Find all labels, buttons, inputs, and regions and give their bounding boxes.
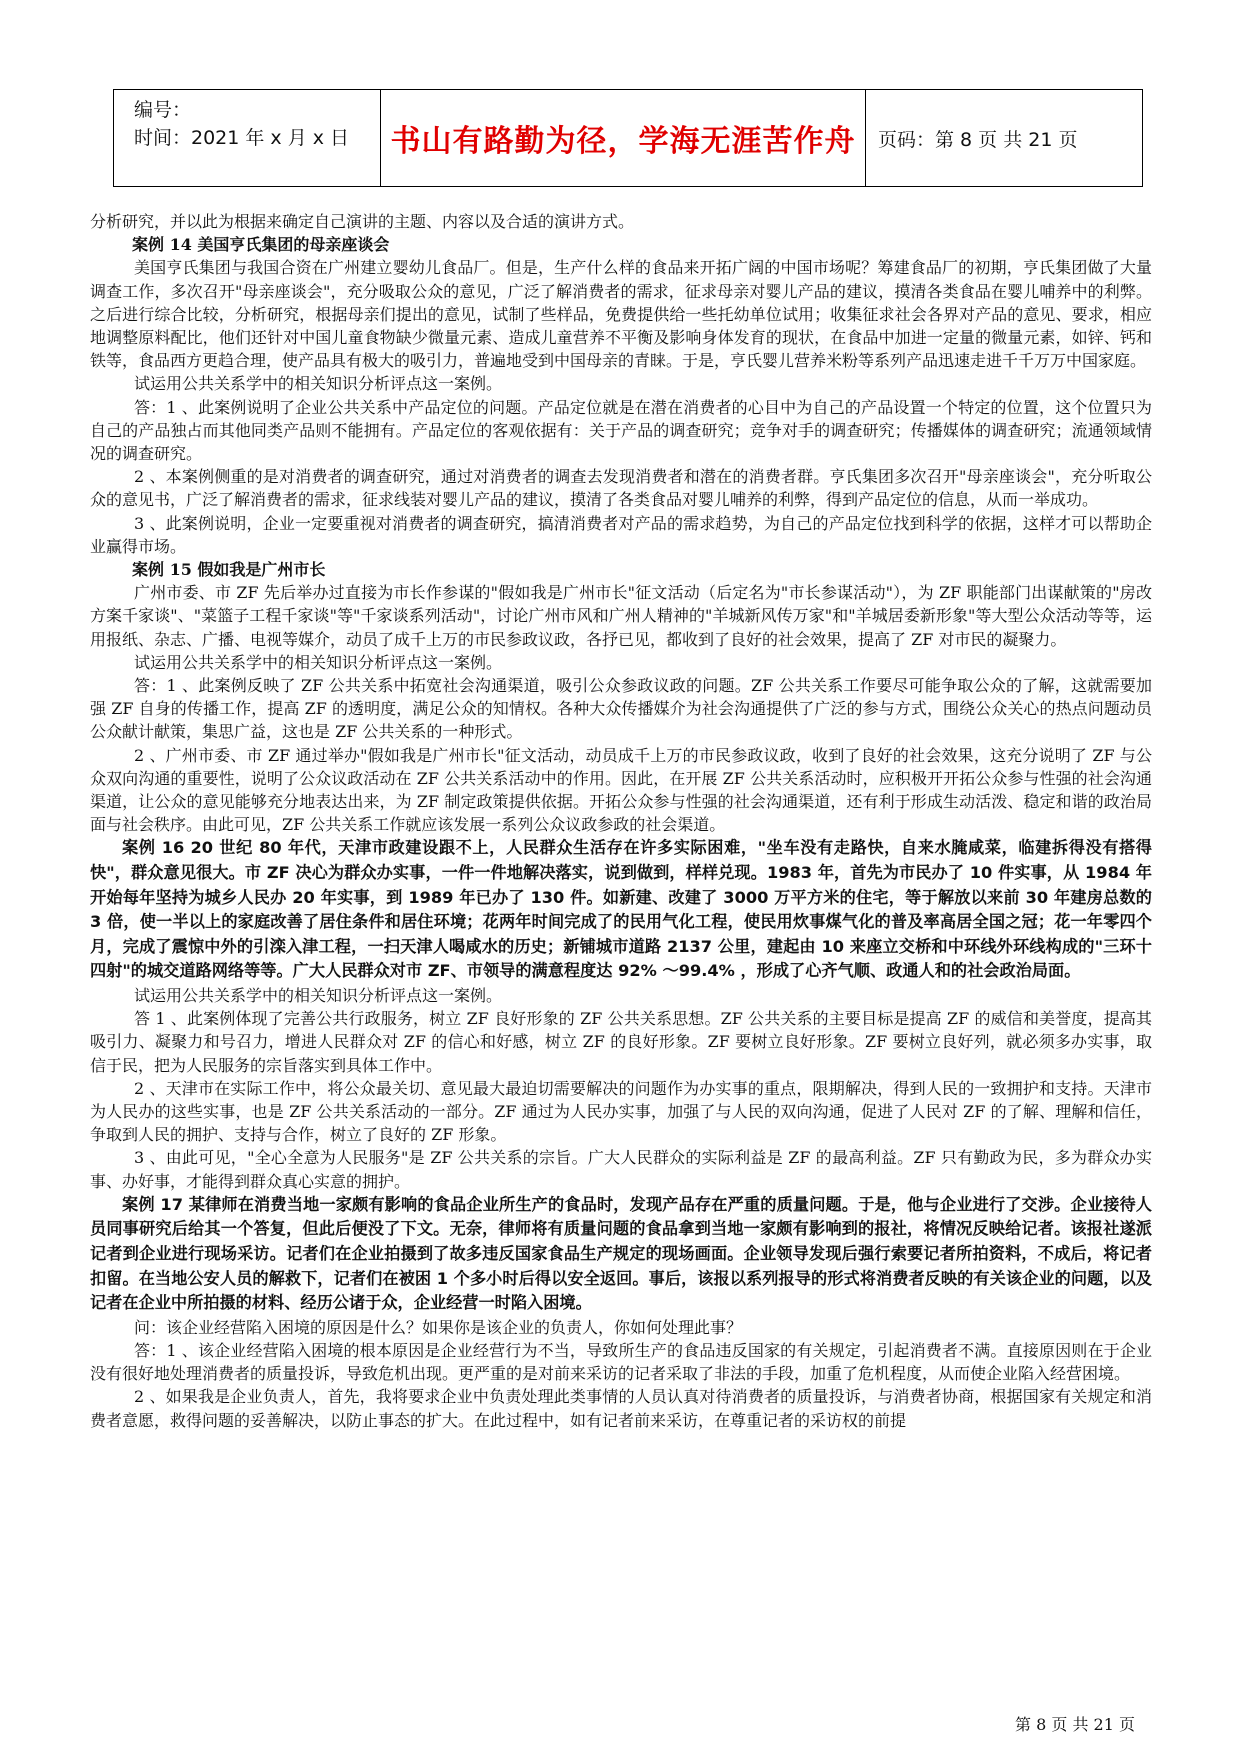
- case-14-text: 美国亨氏集团与我国合资在广州建立婴幼儿食品厂。但是，生产什么样的食品来开拓广阔的中国市场呢？筹建食品厂的初期，亨氏集团做了大量调查工作，多次召开"母亲座谈会"，充分吸取公众的意见，广泛了解消费者的需求，征求母亲对婴儿产品的建议，摸清各类食品在婴儿哺养中的利弊。之后进行综合比较，分析研究，根据母亲们提出的意见，试制了些样品，免费提供给一些托幼单位试用；收集征求社会各界对产品的意见、要求，相应地调整原料配比，他们还针对中国儿童食物缺少微量元素、造成儿童营养不平衡及影响身体发育的现状，在食品中加进一定量的微量元素，如锌、钙和铁等，食品西方更趋合理，使产品具有极大的吸引力，普遍地受到中国母亲的青睐。于是，亨氏婴儿营养米粉等系列产品迅速走进千千万万中国家庭。: [90, 258, 1152, 371]
- case-15-answer-2: 2 、广州市委、市 ZF 通过举办"假如我是广州市长"征文活动，动员成千上万的市民参政议政，收到了良好的社会效果，这充分说明了 ZF 与公众双向沟通的重要性，说明了公众议政活动在 ZF 公共关系活动中的作用。因此，在开展 ZF 公共关系活动时，应积极开开拓公众参与性强的社会沟通渠道，让公众的意见能够充分地表达出来，为 ZF 制定政策提供依据。开拓公众参与性强的社会沟通渠道，还有利于形成生动活泼、稳定和谐的政治局面与社会秩序。由此可见，ZF 公共关系工作就应该发展一系列公众议政参政的社会渠道。: [90, 745, 1152, 835]
- case-15-question: 试运用公共关系学中的相关知识分析评点这一案例。: [134, 652, 503, 672]
- paragraph: 分析研究，并以此为根据来确定自己演讲的主题、内容以及合适的演讲方式。: [90, 212, 635, 231]
- document-time-label: 时间：2021 年 x 月 x 日: [134, 127, 350, 149]
- header-page-number: 页码：第 8 页 共 21 页: [878, 128, 1078, 151]
- case-14-answer-1: 答：1 、此案例说明了企业公共关系中产品定位的问题。产品定位就是在潜在消费者的心目中为自己的产品设置一个特定的位置，这个位置只为自己的产品独占而其他同类产品则不能拥有。产品定位的客观依据有：关于产品的调查研究；竞争对手的调查研究；传播媒体的调查研究；流通领域情况的调查研究。: [90, 397, 1152, 464]
- document-body: [90, 210, 1152, 1432]
- case-15-text: 广州市委、市 ZF 先后举办过直接为市长作参谋的"假如我是广州市长"征文活动（后定名为"市长参谋活动"），为 ZF 职能部门出谋献策的"房改方案千家谈"、"菜篮子工程千家谈"等"千家谈系列活动"，讨论广州市风和广州人精神的"羊城新风传万家"和"羊城居委新形象"等大型公众活动等等，运用报纸、杂志、广播、电视等媒介，动员了成千上万的市民参政议政，各抒已见，都收到了良好的社会效果，提高了 ZF 对市民的凝聚力。: [90, 583, 1152, 649]
- case-14-title: 案例 14 美国亨氏集团的母亲座谈会: [132, 235, 390, 255]
- case-17-text: 案例 17 某律师在消费当地一家颇有影响的食品企业所生产的食品时，发现产品存在严重的质量问题。于是，他与企业进行了交涉。企业接待人员同事研究后给其一个答复，但此后便没了下文。无奈，律师将有质量问题的食品拿到当地一家颇有影响到的报社，将情况反映给记者。该报社遂派记者到企业进行现场采访。记者们在企业拍摄到了故多违反国家食品生产规定的现场画面。企业领导发现后强行索要记者所拍资料，不成后，将记者扣留。在当地公安人员的解救下，记者们在被困 1 个多小时后得以安全返回。事后，该报以系列报导的形式将消费者反映的有关该企业的问题，以及记者在企业中所拍摄的材料、经历公诸于众，企业经营一时陷入困境。: [90, 1194, 1152, 1313]
- case-14-answer-2: 2 、本案例侧重的是对消费者的调查研究，通过对消费者的调查去发现消费者和潜在的消费者群。亨氏集团多次召开"母亲座谈会"，充分听取公众的意见书，广泛了解消费者的需求，征求线装对婴儿产品的建议，摸清了各类食品对婴儿哺养的利弊，得到产品定位的信息，从而一举成功。: [90, 467, 1152, 510]
- case-14-question: 试运用公共关系学中的相关知识分析评点这一案例。: [134, 374, 503, 394]
- document-number-label: 编号：: [134, 99, 192, 121]
- case-16-answer-3: 3 、由此可见，"全心全意为人民服务"是 ZF 公共关系的宗旨。广大人民群众的实际利益是 ZF 的最高利益。ZF 只有勤政为民，多为群众办实事、办好事，才能得到群众真心实意的拥护。: [90, 1148, 1152, 1191]
- page-header-table: [113, 89, 1143, 187]
- header-page-cell: [866, 90, 1142, 186]
- case-16-answer-1: 答 1 、此案例体现了完善公共行政服务，树立 ZF 良好形象的 ZF 公共关系思想。ZF 公共关系的主要目标是提高 ZF 的威信和美誉度，提高其吸引力、凝聚力和号召力，增进人民群众对 ZF 的信心和好感，树立 ZF 的良好形象。ZF 要树立良好形象。ZF 要树立良好列，就必须多办实事，取信于民，把为人民服务的宗旨落实到具体工作中。: [90, 1009, 1152, 1075]
- page-footer-number: 第 8 页 共 21 页: [1015, 1715, 1135, 1734]
- header-meta-cell: [114, 90, 380, 186]
- case-16-question: 试运用公共关系学中的相关知识分析评点这一案例。: [134, 986, 503, 1006]
- case-15-answer-1: 答：1 、此案例反映了 ZF 公共关系中拓宽社会沟通渠道，吸引公众参政议政的问题。ZF 公共关系工作要尽可能争取公众的了解，这就需要加强 ZF 自身的传播工作，提高 ZF 的透明度，满足公众的知情权。各种大众传播媒介为社会沟通提供了广泛的参与方式，围绕公众关心的热点问题动员公众献计献策，集思广益，这也是 ZF 公共关系的一种形式。: [90, 676, 1152, 742]
- motto-text: 书山有路勤为径，学海无涯苦作舟: [390, 124, 856, 159]
- case-17-answer-1: 答：1 、该企业经营陷入困境的根本原因是企业经营行为不当，导致所生产的食品违反国家的有关规定，引起消费者不满。直接原因则在于企业没有很好地处理消费者的质量投诉，导致危机出现。更严重的是对前来采访的记者采取了非法的手段，加重了危机程度，从而使企业陷入经营困境。: [90, 1341, 1152, 1384]
- header-motto-cell: [380, 90, 866, 186]
- case-17-answer-2: 2 、如果我是企业负责人，首先，我将要求企业中负责处理此类事情的人员认真对待消费者的质量投诉，与消费者协商，根据国家有关规定和消费者意愿，救得问题的妥善解决，以防止事态的扩大。在此过程中，如有记者前来采访，在尊重记者的采访权的前提: [90, 1387, 1152, 1430]
- case-17-question: 问：该企业经营陷入困境的原因是什么？如果你是该企业的负责人，你如何处理此事？: [134, 1317, 743, 1337]
- case-14-answer-3: 3 、此案例说明，企业一定要重视对消费者的调查研究，搞清消费者对产品的需求趋势，为自己的产品定位找到科学的依据，这样才可以帮助企业赢得市场。: [90, 513, 1152, 556]
- case-16-text: 案例 16 20 世纪 80 年代，天津市政建设跟不上，人民群众生活存在许多实际困难，"坐车没有走路快，自来水腌咸菜，临建拆得没有搭得快"，群众意见很大。市 ZF 决心为群众办实事，一件一件地解决落实，说到做到，样样兑现。1983 年，首先为市民办了 10 件实事，从 1984 年开始每年坚持为城乡人民办 20 年实事，到 1989 年已办了 130 件。如新建、改建了 3000 万平方米的住宅，等于解放以来前 30 年建房总数的 3 倍，使一半以上的家庭改善了居住条件和居住环境；花两年时间完成了的民用气化工程，使民用炊事煤气化的普及率高居全国之冠；花一年零四个月，完成了震惊中外的引滦入津工程，一扫天津人喝咸水的历史；新铺城市道路 2137 公里，建起由 10 来座立交桥和中环线外环线构成的"三环十四射"的城交道路网络等等。广大人民群众对市 ZF、市领导的满意程度达 92% ～99.4% ，形成了心齐气顺、政通人和的社会政治局面。: [90, 838, 1152, 981]
- case-15-title: 案例 15 假如我是广州市长: [132, 560, 326, 580]
- case-16-answer-2: 2 、天津市在实际工作中，将公众最关切、意见最大最迫切需要解决的问题作为办实事的重点，限期解决，得到人民的一致拥护和支持。天津市为人民办的这些实事，也是 ZF 公共关系活动的一部分。ZF 通过为人民办实事，加强了与人民的双向沟通，促进了人民对 ZF 的了解、理解和信任，争取到人民的拥护、支持与合作，树立了良好的 ZF 形象。: [90, 1078, 1152, 1145]
